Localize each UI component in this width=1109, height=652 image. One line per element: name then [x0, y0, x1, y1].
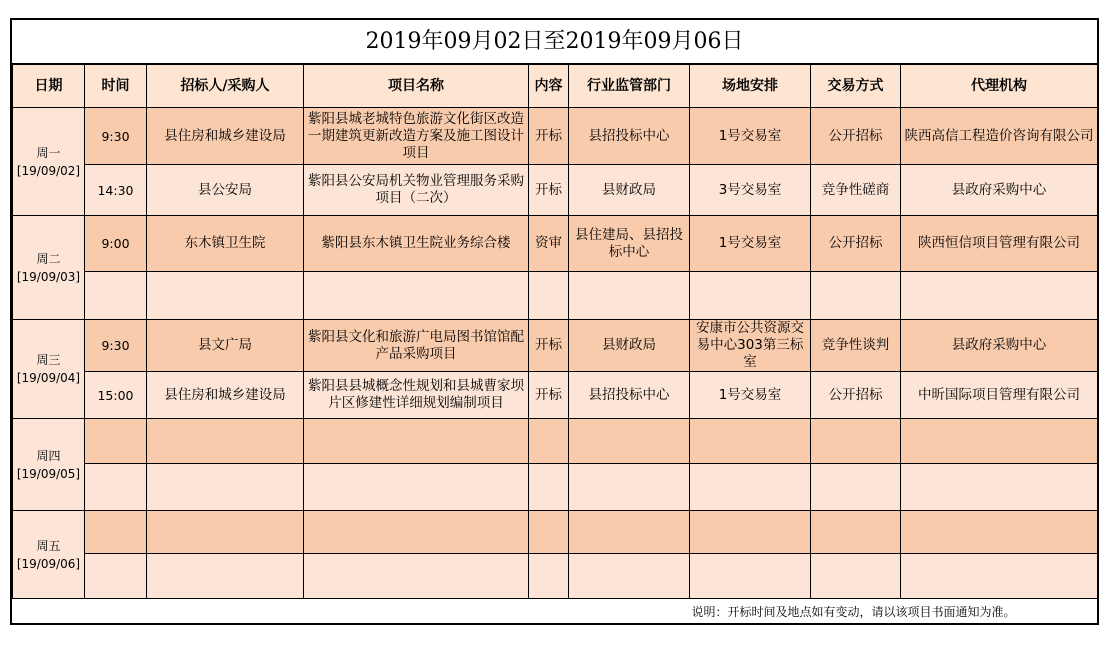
- table-row: [13, 554, 1098, 599]
- header-agent: 代理机构: [901, 65, 1098, 108]
- time-cell: [85, 419, 147, 464]
- day-label: 周四: [36, 448, 61, 463]
- method-cell: 公开招标: [811, 216, 901, 272]
- venue-cell: 1号交易室: [690, 216, 811, 272]
- venue-cell: 1号交易室: [690, 372, 811, 419]
- day-cell: [13, 108, 85, 216]
- agent-cell: [901, 464, 1098, 511]
- project-cell: [304, 464, 529, 511]
- time-cell: [85, 511, 147, 554]
- header-content: 内容: [529, 65, 569, 108]
- time-cell: [85, 272, 147, 320]
- day-date: [19/09/06]: [16, 556, 81, 571]
- method-cell: [811, 464, 901, 511]
- day-cell: [13, 216, 85, 320]
- time-cell: 9:30: [85, 108, 147, 165]
- day-date: [19/09/03]: [16, 269, 81, 284]
- project-cell: [304, 272, 529, 320]
- owner-cell: [147, 272, 304, 320]
- venue-cell: [690, 419, 811, 464]
- method-cell: 竞争性磋商: [811, 165, 901, 216]
- content-cell: [529, 554, 569, 599]
- page-title: 2019年09月02日至2019年09月06日: [12, 20, 1097, 64]
- content-cell: [529, 419, 569, 464]
- table-row: [13, 511, 1098, 554]
- footnote: 说明：开标时间及地点如有变动，请以该项目书面通知为准。: [691, 604, 1016, 619]
- venue-cell: [690, 272, 811, 320]
- venue-cell: [690, 320, 811, 372]
- header-project: 项目名称: [304, 65, 529, 108]
- agent-cell: [901, 272, 1098, 320]
- dept-cell: 县住建局、县招投标中心: [569, 216, 690, 272]
- method-cell: [811, 419, 901, 464]
- table-row: [13, 216, 1098, 272]
- agent-cell: 陕西高信工程造价咨询有限公司: [901, 108, 1098, 165]
- project-cell: 紫阳县县城概念性规划和县城曹家坝片区修建性详细规划编制项目: [304, 372, 529, 419]
- note-row: [13, 599, 1098, 626]
- day-date: [19/09/02]: [16, 163, 81, 178]
- owner-cell: 县公安局: [147, 165, 304, 216]
- method-cell: 竞争性谈判: [811, 320, 901, 372]
- venue-cell: [690, 554, 811, 599]
- table-row: [13, 108, 1098, 165]
- agent-cell: [901, 554, 1098, 599]
- owner-cell: [147, 554, 304, 599]
- header-dept: 行业监管部门: [569, 65, 690, 108]
- dept-cell: 县招投标中心: [569, 108, 690, 165]
- header-row: [13, 65, 1098, 108]
- schedule-table: [12, 64, 1098, 625]
- table-row: [13, 464, 1098, 511]
- time-cell: [85, 554, 147, 599]
- method-cell: 公开招标: [811, 372, 901, 419]
- project-cell: [304, 511, 529, 554]
- dept-cell: [569, 554, 690, 599]
- dept-cell: [569, 511, 690, 554]
- dept-cell: 县财政局: [569, 165, 690, 216]
- agent-cell: 陕西恒信项目管理有限公司: [901, 216, 1098, 272]
- method-cell: [811, 511, 901, 554]
- project-cell: [304, 419, 529, 464]
- header-date: 日期: [13, 65, 85, 108]
- table-row: [13, 165, 1098, 216]
- content-cell: 开标: [529, 372, 569, 419]
- agent-cell: 中昕国际项目管理有限公司: [901, 372, 1098, 419]
- project-cell: 紫阳县公安局机关物业管理服务采购项目（二次）: [304, 165, 529, 216]
- venue-cell: 1号交易室: [690, 108, 811, 165]
- content-cell: 开标: [529, 165, 569, 216]
- table-row: [13, 272, 1098, 320]
- owner-cell: [147, 464, 304, 511]
- content-cell: 开标: [529, 108, 569, 165]
- day-date: [19/09/04]: [16, 371, 81, 385]
- dept-cell: [569, 464, 690, 511]
- venue-cell: 3号交易室: [690, 165, 811, 216]
- method-cell: 公开招标: [811, 108, 901, 165]
- time-cell: [85, 464, 147, 511]
- owner-cell: 县住房和城乡建设局: [147, 108, 304, 165]
- dept-cell: 县财政局: [569, 320, 690, 372]
- table-row: [13, 372, 1098, 419]
- header-owner: 招标人/采购人: [147, 65, 304, 108]
- day-cell: [13, 320, 85, 419]
- header-time: 时间: [85, 65, 147, 108]
- table-row: [13, 320, 1098, 372]
- time-cell: 15:00: [85, 372, 147, 419]
- content-cell: 开标: [529, 320, 569, 372]
- owner-cell: 东木镇卫生院: [147, 216, 304, 272]
- content-cell: [529, 272, 569, 320]
- method-cell: [811, 272, 901, 320]
- schedule-sheet: [10, 18, 1099, 625]
- owner-cell: [147, 419, 304, 464]
- project-cell: 紫阳县文化和旅游广电局图书馆馆配产品采购项目: [304, 320, 529, 372]
- day-label: 周五: [36, 538, 61, 553]
- day-label: 周一: [36, 145, 61, 160]
- content-cell: [529, 511, 569, 554]
- owner-cell: [147, 511, 304, 554]
- project-cell: 紫阳县城老城特色旅游文化街区改造一期建筑更新改造方案及施工图设计项目: [304, 108, 529, 165]
- venue-text: 安康市公共资源交易中心303第三标室: [696, 320, 804, 370]
- agent-cell: [901, 511, 1098, 554]
- day-date: [19/09/05]: [16, 466, 81, 481]
- header-method: 交易方式: [811, 65, 901, 108]
- header-venue: 场地安排: [690, 65, 811, 108]
- dept-cell: [569, 272, 690, 320]
- time-cell: 9:00: [85, 216, 147, 272]
- content-cell: [529, 464, 569, 511]
- method-cell: [811, 554, 901, 599]
- day-cell: [13, 511, 85, 599]
- venue-cell: [690, 511, 811, 554]
- content-cell: 资审: [529, 216, 569, 272]
- agent-cell: 县政府采购中心: [901, 165, 1098, 216]
- owner-cell: 县住房和城乡建设局: [147, 372, 304, 419]
- project-cell: 紫阳县东木镇卫生院业务综合楼: [304, 216, 529, 272]
- project-cell: [304, 554, 529, 599]
- time-cell: 14:30: [85, 165, 147, 216]
- day-label: 周二: [36, 251, 61, 266]
- day-label: 周三: [36, 353, 61, 367]
- owner-cell: 县文广局: [147, 320, 304, 372]
- table-row: [13, 419, 1098, 464]
- dept-cell: 县招投标中心: [569, 372, 690, 419]
- venue-cell: [690, 464, 811, 511]
- agent-cell: [901, 419, 1098, 464]
- agent-cell: 县政府采购中心: [901, 320, 1098, 372]
- day-cell: [13, 419, 85, 511]
- dept-cell: [569, 419, 690, 464]
- time-cell: 9:30: [85, 320, 147, 372]
